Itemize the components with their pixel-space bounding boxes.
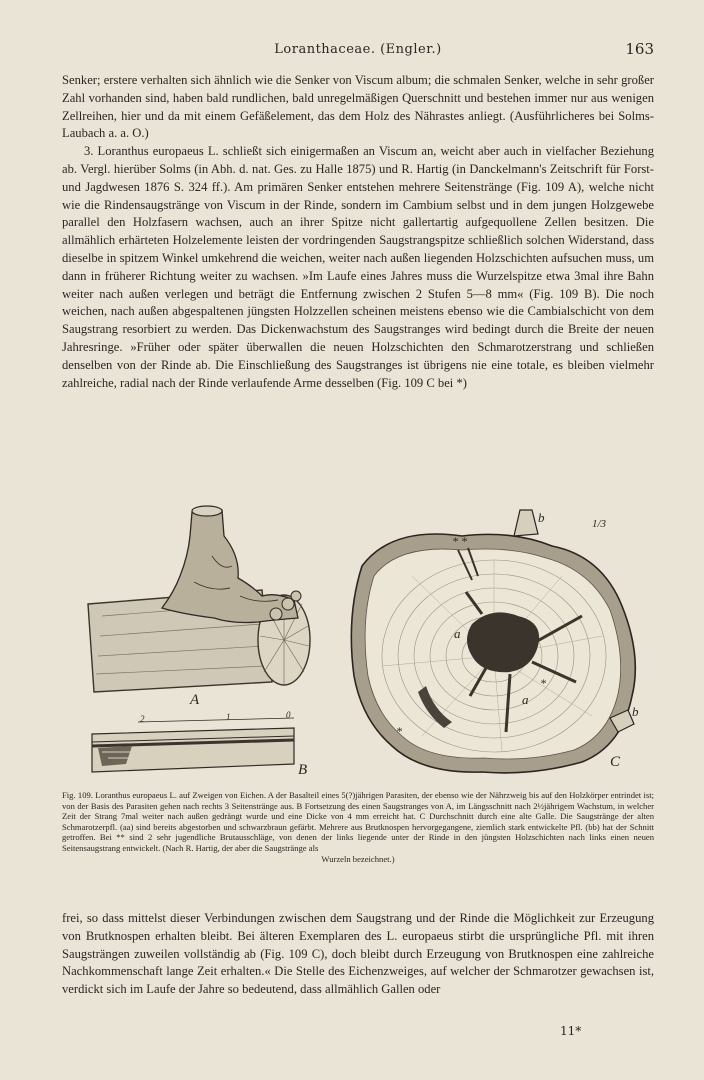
figure-caption (62, 790, 654, 864)
figure-a-drawing (88, 506, 310, 692)
scale-fraction: 1/3 (592, 518, 607, 530)
figure-b-drawing (92, 718, 294, 772)
figure-c-drawing (351, 510, 635, 773)
paragraph: 3. Loranthus europaeus L. schließt sich einigermaßen an Viscum an, weicht aber auch in vielfacher Beziehung ab. Vergl. hierüber Solms (in Abh. d. nat. Ges. zu Halle 1875) und R. Hartig (in Danckelmann's Zeitschrift für Forst- und Jagdwesen 1876 S. 324 ff.). Am primären Senker entstehen mehrere Seitenstränge (Fig. 109 A), welche nicht wie die Rindensaugstränge von Viscum in der Rinde, sondern im Cambium selbst und in dem jungen Holzgewebe parallel den Holzfasern wachsen, auch an ihrer Spitze nicht gallertartig aufgequollene Zellen besitzen. Die allmählich erhärteten Holzelemente leisten der vordringenden Saugstrangspitze schließlich solchen Widerstand, dass dieselbe in spitzem Winkel umkehrend die weichen, weiter nach außen liegenden Holzschichten aufsuchen muss, um dann in früherer Richtung weiter zu wachsen. »Im Laufe eines Jahres muss die Wurzelspitze etwa 3mal ihre Bahn weiter nach außen verlegen und beträgt die Entfernung zwischen 2 Stufen 5—8 mm« (Fig. 109 B). Die noch weichen, nach außen abgespaltenen jüngsten Holzzellen scheinen meistens ebenso wie die Cambialschicht von dem Saugstrang resorbiert zu werden. Das Dickenwachstum des Saugstranges wird bedingt durch die Breite der neuen Jahresringe. »Früher oder später überwallen die neuen Holzschichten den Schmarotzerstrang und schließen denselben von der Rinde ab. Die Einschließung des Saugstranges ist übrigens nie eine totale, es bleiben vielmehr zahlreiche, radial nach der Rinde verlaufende Arme desselben (Fig. 109 C bei *) (62, 144, 654, 390)
label-b-top: b (538, 510, 545, 525)
label-a-1: a (454, 626, 461, 641)
paragraph: frei, so dass mittelst dieser Verbindungen zwischen dem Saugstrang und der Rinde die Möglichkeit zur Erzeugung von Brutknospen erhalten bleibt. Bei älteren Exemplaren des L. europaeus stirbt die ursprüngliche Pfl. mit ihren Saugsträngen zuweilen vollständig ab (Fig. 109 C), doch bleibt durch Erzeugung von Brutknospen eine zahlreiche Nachkommenschaft lange Zeit erhalten.« Die Stelle des Eichenzweiges, auf welcher der Schmarotzer gewachsen ist, verdickt sich im Laufe der Jahre so bedeutend, dass allmählich Gallen oder (62, 911, 654, 997)
label-a-2: a (522, 692, 529, 707)
body-text-top (62, 72, 654, 392)
page-header (62, 42, 654, 62)
stars-top: * * (452, 534, 467, 548)
label-figure-c: C (610, 754, 621, 770)
label-b-side: b (632, 704, 639, 719)
paragraph: Senker; erstere verhalten sich ähnlich wie die Senker von Viscum album; die schmalen Senker, welche in sehr großer Zahl vorhanden sind, haben bald rundlichen, bald unregelmäßigen Querschnitt und bestehen immer nur aus wenigen Zellreihen, hier und da mit einem Gefäßelement, das dem Holz des Nährastes anliegt. (Ausführlicheres bei Solms-Laubach a. a. O.) (62, 73, 654, 141)
caption-last-line: Wurzeln bezeichnet.) (321, 853, 395, 864)
signature-mark: 11* (560, 1024, 582, 1038)
b-scale-2: 2 (140, 714, 145, 724)
label-figure-a: A (190, 692, 200, 708)
star-mid: * (540, 676, 546, 690)
figure-illustration (62, 496, 654, 786)
b-scale-0: 0 (286, 710, 291, 720)
caption-text: Fig. 109. Loranthus europaeus L. auf Zweigen von Eichen. A der Basalteil eines 5(?)jährigen Parasiten, der ebenso wie der Nährzweig bis auf den Holzkörper entrindet ist; von der Basis des Parasiten gehen nach rechts 3 Seitenstränge aus. B Fortsetzung des einen Saugstranges von A, im Längsschnitt nach 2½jährigem Wachstum, in welcher Zeit der Strang 7mal weiter nach außen gedrängt wurde und eine Dicke von 4 mm erreicht hat. C Durchschnitt durch eine alte Galle. Die Saugstränge der alten Schmarotzerpfl. (aa) sind bereits abgestorben und schwarzbraun gefärbt. Mehrere aus Brutknospen hervorgegangene, ziemlich stark entwickelte Pfl. (bb) hat der Schnitt getroffen. Bei ** sind 2 sehr jugendliche Brutausschläge, von denen der links liegende unter der Rinde in den jüngsten Holzschichten nach links einen neuen Seitensaugstrang entwickelt. (Nach R. Hartig, der aber die Saugstränge als (62, 790, 654, 853)
body-text-bottom (62, 910, 654, 999)
running-title: Loranthaceae. (Engler.) (274, 42, 442, 57)
page-number: 163 (625, 40, 654, 58)
b-scale-1: 1 (226, 712, 231, 722)
star-low: * (396, 724, 402, 738)
figure-109 (62, 496, 654, 786)
label-figure-b: B (298, 762, 308, 778)
